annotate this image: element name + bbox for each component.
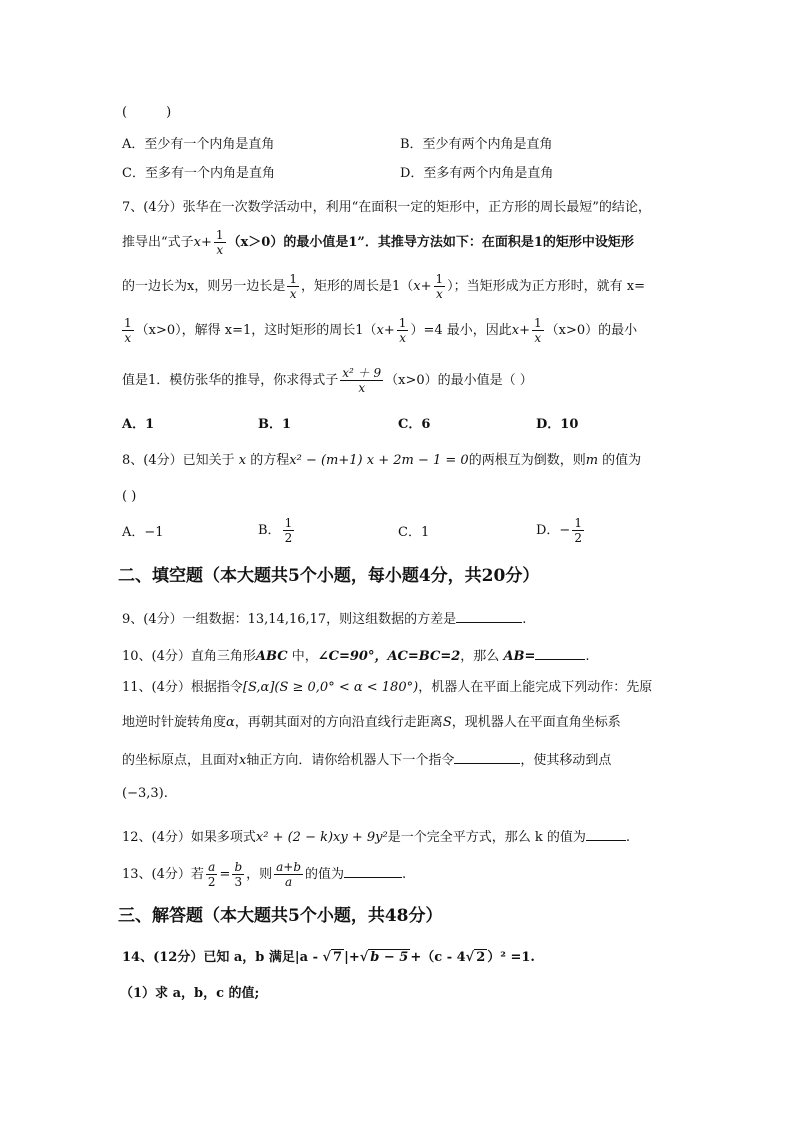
q7-line-4: $\frac{1}{x}$ （x>0），解得 x=1，这时矩形的周长1（x+ $\frac{1}{x}$ ）=4 最小，因此x+ $\frac{1}{x}$ （x>0）的最小 [124,316,638,345]
section-3-heading: 三、解答题（本大题共5个小题，共48分） [118,906,443,926]
q9: 9、(4分）一组数据：13,14,16,17，则这组数据的方差是 . [122,608,526,629]
q7-option-c: C．6 [398,417,431,432]
q7-line-1: 7、(4分）张华在一次数学活动中，利用“在面积一定的矩形中，正方形的周长最短”的结论， [122,200,651,215]
q12-answer-blank[interactable] [586,826,626,841]
q13-answer-blank[interactable] [344,863,402,878]
q6-option-c: C．至多有一个内角是直角 [122,166,275,181]
q6-option-b: B．至少有两个内角是直角 [400,137,553,152]
section-2-heading: 二、填空题（本大题共5个小题，每小题4分，共20分） [118,566,540,586]
sqrt-symbol: √ [322,950,332,965]
q14-sub-1: （1）求 a，b，c 的值; [120,986,260,1001]
q8-option-c: C．1 [398,525,430,540]
sqrt-symbol: √ [359,950,369,965]
q10-answer-blank[interactable] [535,645,585,660]
q7-line-3: 的一边长为x，则另一边长是 $\frac{1}{x}$ ，矩形的周长是1（x+ $\frac{1}{x}$ ）；当矩形成为正方形时，就有 x= [122,272,646,301]
q7-fraction-expression: $\frac{\text{x² ＋ 9}}{x}$ [342,366,382,395]
q13-fraction-a-over-2: $\frac{a}{2}$ [207,860,216,889]
q7-fraction-1-over-x: $\frac{1}{x}$ [398,316,407,345]
sqrt-symbol: √ [465,950,475,965]
q7-option-d: D．10 [536,417,579,432]
q7-fraction-1-over-x: $\frac{1}{x}$ [289,272,297,301]
q8-option-a: A．−1 [122,525,164,540]
q11-answer-blank[interactable] [454,749,520,764]
q11-line-1: 11、(4分）根据指令[S,α](S ≥ 0,0° < α < 180°)，机器人在平面上能完成下列动作：先原 [122,680,653,695]
q14-line-1: 14、(12分）已知 a，b 满足|a - √ 7 |+√ b − 5 +（c - 4√ 2 ）² =1. [122,950,535,965]
q11-line-2: 地逆时针旋转角度α，再朝其面对的方向沿直线行走距离S，现机器人在平面直角坐标系 [122,715,621,730]
q8-fraction-half: $\frac{1}{2}$ [574,516,582,545]
q10: 10、(4分）直角三角形ABC 中，∠C=90°，AC=BC=2，那么 AB= . [122,645,590,666]
q6-answer-paren: ( ) [122,105,172,120]
q8-fraction-half: $\frac{1}{2}$ [284,516,293,545]
q7-fraction-1-over-x: $\frac{1}{x}$ [533,316,542,345]
q7-fraction-1-over-x: $\frac{1}{x}$ [215,228,224,257]
q13-fraction-b-over-3: $\frac{b}{3}$ [234,860,243,889]
q13-fraction-sum-over-a: $\frac{a+b}{a}$ [276,860,302,889]
q7-option-a: A．1 [122,417,155,432]
q7-fraction-1-over-x: $\frac{1}{x}$ [124,316,132,345]
q12: 12、(4分）如果多项式x² + (2 − k)xy + 9y²是一个完全平方式，那么 k 的值为 . [122,826,630,847]
q9-answer-blank[interactable] [456,608,522,623]
q7-option-b: B．1 [258,417,292,432]
q6-option-d: D．至多有两个内角是直角 [400,166,554,181]
q7-fraction-1-over-x: $\frac{1}{x}$ [435,272,444,301]
q6-option-a: A．至少有一个内角是直角 [122,137,275,152]
q8-line-1: 8、(4分）已知关于 x 的方程x² − (m+1) x + 2m − 1 = 0的两根互为倒数，则m 的值为 [122,453,642,468]
q7-line-2: 推导出“式子x+ $\frac{1}{x}$ （x＞0）的最小值是1”．其推导方法如下：在面积是1的矩形中设矩形 [122,228,634,257]
q8-option-d: D．− $\frac{1}{2}$ [536,516,582,545]
q8-option-b: B． $\frac{1}{2}$ [258,516,293,545]
q11-line-4: (−3,3). [122,786,168,801]
q11-line-3: 的坐标原点，且面对x轴正方向．请你给机器人下一个指令 ，使其移动到点 [122,749,611,770]
q13: 13、(4分）若 $\frac{a}{2}$ = $\frac{b}{3}$ ，则 $\frac{a+b}{a}$ 的值为 . [122,860,407,889]
q7-line-5: 值是1．模仿张华的推导，你求得式子 $\frac{\text{x² ＋ 9}}{x}$ （x>0）的最小值是（ ） [122,366,533,395]
q8-answer-paren: ( ) [122,489,137,504]
